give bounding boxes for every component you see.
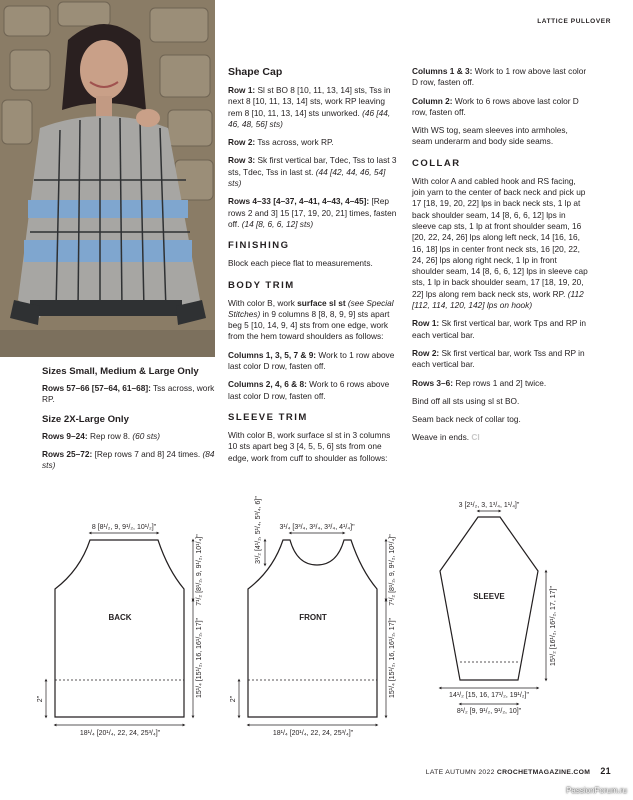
- body-trim-part-a: With color B, work: [228, 297, 298, 308]
- rows-9-text: Rep row 8.: [87, 430, 133, 441]
- rows-57-instruction: [42, 383, 217, 406]
- row-3-instruction: [228, 155, 400, 189]
- back-schematic: [37, 524, 203, 737]
- sleeve-cuff-width: 8¹/₂ [9, 9¹/₂, 9¹/₂, 10]": [456, 708, 522, 715]
- columns-13-instruction: [412, 66, 588, 89]
- collar-heading: COLLAR: [412, 157, 461, 169]
- front-neck-depth: 3¹/₂ [4¹/₂, 5¹/₄, 5³/₄, 6]": [255, 496, 262, 564]
- watermark: PassionForum.ru: [566, 786, 627, 795]
- columns-13-label: Columns 1 & 3:: [412, 66, 473, 76]
- collar-row-1-text: Sk first vertical bar, work Tps and RP in each vertical bar.: [412, 318, 586, 340]
- back-outline: [55, 540, 184, 717]
- sleeve-upper-width: 14¹/₂ [15, 16, 17¹/₂, 19¹/₂]": [449, 692, 529, 699]
- row-1-text: Sl st BO 8 [10, 11, 13, 14] sts, Tss in next 8 [10, 11, 13, 14] sts, work RP leaving rem 8 [10, 11, 13, 14] sts unworked.: [228, 85, 391, 118]
- pullover-illustration: [0, 0, 215, 357]
- sleeve-cap-top: 3 [2¹/₂, 3, 1³/₄, 1¹/₄]": [458, 502, 520, 509]
- page-number: 21: [600, 766, 611, 776]
- page-footer: [426, 766, 611, 776]
- model-photo: [0, 0, 215, 357]
- collar-count: (112 [112, 114, 120, 142] lps on hook): [412, 288, 584, 311]
- collar-row-2: [412, 348, 588, 371]
- row-2-text: Tss across, work RP.: [255, 137, 334, 148]
- sleeve-trim-heading: SLEEVE TRIM: [228, 411, 308, 423]
- rows-4-count: (14 [8, 6, 6, 12] sts): [241, 218, 314, 229]
- finishing-heading: FINISHING: [228, 240, 290, 252]
- columns-2468-text: Work to 6 rows above last color D row, fasten off.: [228, 379, 390, 401]
- rows-25-instruction: [42, 449, 217, 472]
- collar-rows-3-text: Rep rows 1 and 2] twice.: [453, 377, 547, 388]
- body-trim-heading: BODY TRIM: [228, 279, 295, 291]
- collar-body: With color A and cabled hook and RS facing, join yarn to the center of back neck and pick up 17 [18, 19, 20, 22] lps in back neck sts, 1 lp at back shoulder seam, 14 [8, 6, 6, 12] lps in sleeve cap sts, 1 lp at front shoulder seam, 16 [20, 22, 24, 26] lps along left neck, 14 [16, 16, 16, 18] lps in center front neck sts, 16 [20, 22, 24, 26] lps along right neck, 1 lp in front shoulder seam, 14 [8, 6, 6, 12] lps in sleeve cap sts, 1 lp in back shoulder seam, 17 [18, 19, 20, 22] lps along rem back neck sts, work RP.: [412, 175, 588, 299]
- front-armhole-depth: 7¹/₂ [8¹/₂, 9, 9¹/₂, 10¹/₄]": [389, 534, 396, 606]
- finishing-text: Block each piece flat to measurements.: [228, 258, 373, 269]
- rows-4-instruction: [228, 196, 400, 230]
- collar-rows-3-label: Rows 3–6:: [412, 377, 454, 388]
- row-1-label: Row 1:: [228, 85, 256, 95]
- front-neck-width: 3¹/₄ [3³/₄, 3³/₄, 3³/₄, 4¹/₄]": [279, 524, 355, 531]
- front-bottom-width: 18¹/₄ [20¹/₄, 22, 24, 25³/₄]": [272, 730, 354, 737]
- column-2-label: Column 2:: [412, 95, 453, 106]
- row-2-instruction: [228, 137, 400, 148]
- collar-rows-3-6: [412, 378, 588, 389]
- rows-25-text: [Rep rows 7 and 8] 24 times.: [92, 448, 203, 459]
- sleeve-label: SLEEVE: [473, 592, 505, 601]
- front-outline: [248, 540, 377, 717]
- right-column: [412, 66, 588, 451]
- rows-9-label: Rows 9–24:: [42, 430, 88, 441]
- collar-text: [412, 176, 588, 312]
- columns-1357-instruction: [228, 350, 400, 373]
- back-label: BACK: [108, 613, 132, 622]
- rows-57-text: Tss across, work RP.: [42, 383, 215, 405]
- columns-13-text: Work to 1 row above last color D row, fasten off.: [412, 66, 587, 88]
- shape-cap-heading: Shape Cap: [228, 66, 283, 78]
- back-top-width: 8 [8¹/₂, 9, 9¹/₂, 10¹/₂]": [91, 524, 157, 531]
- columns-1357-text: Work to 1 row above last color D row, fasten off.: [228, 349, 395, 372]
- seam-sleeves-text: With WS tog, seam sleeves into armholes, seam underarm and body side seams.: [412, 125, 568, 147]
- columns-2468-label: Columns 2, 4, 6 & 8:: [228, 379, 307, 390]
- weave-ends-text: Weave in ends.: [412, 432, 470, 443]
- end-mark-icon: CI: [471, 432, 480, 443]
- size-heading-small-medium-large: Sizes Small, Medium & Large Only: [42, 366, 199, 377]
- issue-label: LATE AUTUMN 2022: [425, 769, 495, 776]
- row-1-instruction: [228, 85, 400, 130]
- running-head: LATTICE PULLOVER: [537, 18, 611, 25]
- rows-57-label: Rows 57–66 [57–64, 61–68]:: [42, 383, 151, 393]
- back-body-length: 15¹/₄ [15¹/₂, 16, 16¹/₂, 17]": [196, 617, 203, 699]
- collar-row-2-label: Row 2:: [412, 347, 440, 358]
- left-column: [42, 366, 217, 478]
- bind-off-text: Bind off all sts using sl st BO.: [412, 395, 520, 406]
- rows-4-label: Rows 4–33 [4–37, 4–41, 4–43, 4–45]:: [228, 196, 370, 207]
- rows-9-count: (60 sts): [132, 430, 161, 441]
- front-label: FRONT: [299, 613, 327, 622]
- body-trim-text: [228, 298, 400, 343]
- rows-25-count: (84 sts): [42, 448, 215, 471]
- column-2-instruction: [412, 96, 588, 119]
- row-3-label: Row 3:: [228, 155, 256, 166]
- middle-column: [228, 66, 400, 471]
- sleeve-trim-text: With color B, work surface sl st in 3 columns 10 sts apart beg 3 [4, 5, 5, 6] sts from one edge, work from cuff to shoulder as follows:: [228, 429, 391, 463]
- row-3-count: (44 [42, 44, 46, 54] sts): [228, 166, 386, 189]
- collar-row-2-text: Sk first vertical bar, work Tss and RP in each vertical bar.: [412, 347, 585, 370]
- body-trim-stitch: surface sl st: [297, 297, 346, 308]
- row-1-count: (46 [44, 46, 48, 56] sts): [228, 107, 391, 129]
- seam-back-text: Seam back neck of collar tog.: [412, 414, 521, 425]
- rows-25-label: Rows 25–72:: [42, 448, 93, 459]
- rows-4-text: [Rep rows 2 and 3] 15 [17, 19, 20, 21] times, fasten off.: [228, 196, 397, 229]
- size-heading-2x-large: Size 2X-Large Only: [42, 413, 129, 425]
- row-2-label: Row 2:: [228, 137, 256, 148]
- body-trim-reference: (see Special Stitches): [228, 297, 394, 319]
- back-hem-height: 2": [37, 695, 44, 703]
- row-3-text: Sk first vertical bar, Tdec, Tss to last 3 sts, Tdec, Tss in last st.: [228, 155, 397, 177]
- sleeve-length: 15¹/₂ [16¹/₂, 16¹/₂, 17, 17]": [550, 586, 557, 666]
- column-2-text: Work to 6 rows above last color D row, fasten off.: [412, 95, 579, 117]
- rows-9-instruction: [42, 431, 217, 442]
- weave-ends-line: [412, 432, 588, 443]
- back-bottom-width: 18¹/₄ [20¹/₄, 22, 24, 25³/₄]": [79, 730, 161, 737]
- columns-1357-label: Columns 1, 3, 5, 7 & 9:: [228, 349, 317, 360]
- front-body-length: 15¹/₄ [15¹/₂, 16, 16¹/₂, 17]": [389, 617, 396, 699]
- body-trim-part-b: in 9 columns 8 [8, 8, 9, 9] sts apart beg 5 [10, 14, 9, 4] sts from one edge, work from the hem toward shoulders as follows:: [228, 308, 390, 342]
- schematic-diagrams: [0, 490, 633, 737]
- sleeve-schematic: [440, 502, 557, 715]
- magazine-url: CROCHETMAGAZINE.COM: [496, 769, 591, 776]
- front-hem-height: 2": [230, 695, 237, 703]
- collar-row-1: [412, 318, 588, 341]
- front-schematic: [230, 496, 396, 737]
- back-armhole-depth: 7¹/₂ [8¹/₂, 9, 9¹/₂, 10¹/₄]": [196, 534, 203, 606]
- columns-2468-instruction: [228, 379, 400, 402]
- collar-row-1-label: Row 1:: [412, 318, 440, 329]
